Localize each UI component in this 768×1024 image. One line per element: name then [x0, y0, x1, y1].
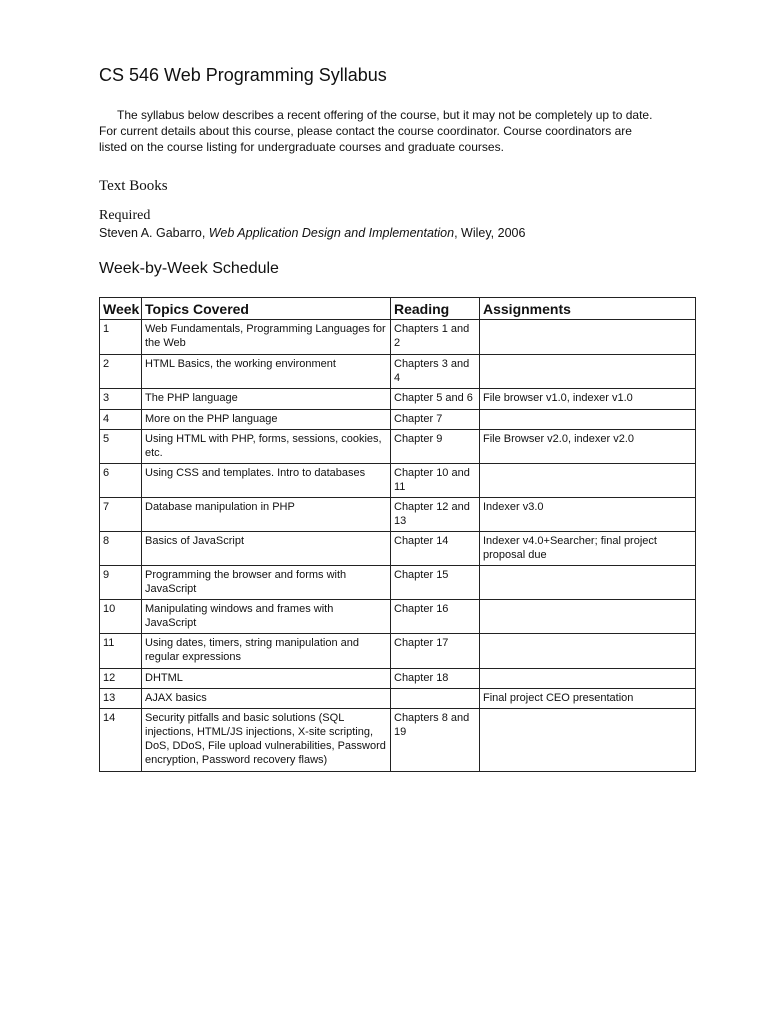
cell-topic: AJAX basics	[142, 689, 391, 709]
cell-reading: Chapter 12 and 13	[391, 498, 480, 532]
cell-assignment	[480, 320, 696, 355]
table-row	[100, 355, 696, 389]
textbooks-heading: Text Books	[99, 178, 168, 194]
cell-topic: DHTML	[142, 669, 391, 689]
cell-week: 2	[100, 355, 142, 389]
cell-assignment	[480, 600, 696, 634]
schedule-table	[99, 297, 696, 772]
table-row	[100, 498, 696, 532]
cell-assignment: File Browser v2.0, indexer v2.0	[480, 430, 696, 464]
cell-assignment: Indexer v4.0+Searcher; final project proposal due	[480, 532, 696, 566]
textbook-citation	[99, 225, 525, 241]
cell-reading: Chapter 17	[391, 634, 480, 669]
table-row	[100, 389, 696, 410]
cell-week: 9	[100, 566, 142, 600]
cell-reading: Chapters 8 and 19	[391, 709, 480, 772]
table-row	[100, 532, 696, 566]
cell-reading	[391, 689, 480, 709]
table-row	[100, 689, 696, 709]
cell-topic: The PHP language	[142, 389, 391, 410]
cell-assignment	[480, 464, 696, 498]
cell-week: 13	[100, 689, 142, 709]
cell-week: 14	[100, 709, 142, 772]
cell-week: 1	[100, 320, 142, 355]
cell-week: 4	[100, 410, 142, 430]
cell-topic: Database manipulation in PHP	[142, 498, 391, 532]
schedule-body	[100, 320, 696, 772]
cell-week: 6	[100, 464, 142, 498]
cell-assignment	[480, 566, 696, 600]
cell-assignment: Indexer v3.0	[480, 498, 696, 532]
schedule-heading: Week-by-Week Schedule	[99, 260, 279, 277]
citation-book-title: Web Application Design and Implementation	[208, 226, 455, 240]
header-reading: Reading	[391, 298, 480, 320]
cell-assignment	[480, 410, 696, 430]
cell-assignment	[480, 669, 696, 689]
cell-assignment: File browser v1.0, indexer v1.0	[480, 389, 696, 410]
cell-week: 8	[100, 532, 142, 566]
cell-topic: Web Fundamentals, Programming Languages for the Web	[142, 320, 391, 355]
page-title: CS 546 Web Programming Syllabus	[99, 65, 387, 85]
table-row	[100, 566, 696, 600]
cell-topic: Programming the browser and forms with JavaScript	[142, 566, 391, 600]
cell-assignment	[480, 355, 696, 389]
cell-topic: HTML Basics, the working environment	[142, 355, 391, 389]
table-row	[100, 600, 696, 634]
cell-topic: Security pitfalls and basic solutions (SQL injections, HTML/JS injections, X-site scripting, DoS, DDoS, File upload vulnerabilities, Password encryption, Password recovery flaws)	[142, 709, 391, 772]
required-label: Required	[99, 208, 151, 223]
cell-reading: Chapter 15	[391, 566, 480, 600]
table-row	[100, 464, 696, 498]
cell-assignment	[480, 634, 696, 669]
cell-reading: Chapters 3 and 4	[391, 355, 480, 389]
table-row	[100, 430, 696, 464]
cell-reading: Chapters 1 and 2	[391, 320, 480, 355]
header-topics: Topics Covered	[142, 298, 391, 320]
cell-reading: Chapter 7	[391, 410, 480, 430]
cell-week: 11	[100, 634, 142, 669]
table-row	[100, 320, 696, 355]
header-week: Week	[100, 298, 142, 320]
cell-topic: Using CSS and templates. Intro to databases	[142, 464, 391, 498]
cell-topic: Manipulating windows and frames with JavaScript	[142, 600, 391, 634]
cell-week: 10	[100, 600, 142, 634]
cell-reading: Chapter 9	[391, 430, 480, 464]
citation-author: Steven A. Gabarro,	[99, 226, 209, 240]
intro-paragraph: The syllabus below describes a recent offering of the course, but it may not be completely up to date. For current details about this course, please contact the course coordinator. Course coordinators are listed on the course listing for undergraduate courses and graduate courses.	[99, 108, 653, 154]
table-row	[100, 709, 696, 772]
cell-assignment: Final project CEO presentation	[480, 689, 696, 709]
cell-assignment	[480, 709, 696, 772]
schedule-header-row	[100, 298, 696, 320]
table-row	[100, 410, 696, 430]
cell-week: 12	[100, 669, 142, 689]
header-assignments: Assignments	[480, 298, 696, 320]
cell-reading: Chapter 14	[391, 532, 480, 566]
cell-reading: Chapter 18	[391, 669, 480, 689]
table-row	[100, 669, 696, 689]
cell-topic: Using dates, timers, string manipulation and regular expressions	[142, 634, 391, 669]
cell-week: 3	[100, 389, 142, 410]
cell-reading: Chapter 5 and 6	[391, 389, 480, 410]
cell-week: 7	[100, 498, 142, 532]
table-row	[100, 634, 696, 669]
cell-week: 5	[100, 430, 142, 464]
cell-topic: More on the PHP language	[142, 410, 391, 430]
cell-reading: Chapter 10 and 11	[391, 464, 480, 498]
cell-topic: Basics of JavaScript	[142, 532, 391, 566]
citation-publisher: , Wiley, 2006	[454, 226, 526, 240]
cell-reading: Chapter 16	[391, 600, 480, 634]
cell-topic: Using HTML with PHP, forms, sessions, cookies, etc.	[142, 430, 391, 464]
